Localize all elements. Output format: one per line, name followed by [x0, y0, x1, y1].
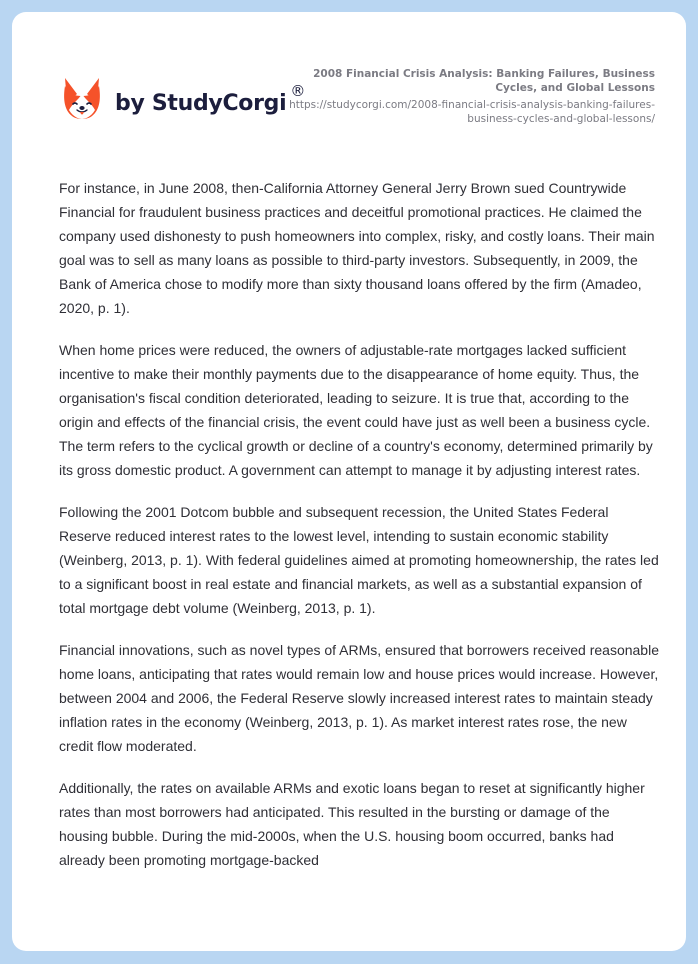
document-card — [12, 12, 686, 951]
document-body — [59, 176, 659, 890]
document-meta — [275, 67, 655, 126]
document-header — [12, 12, 686, 152]
paragraph: For instance, in June 2008, then-California Attorney General Jerry Brown sued Countrywide Financial for fraudulent business practices and deceitful promotional practices. He claimed the company used dishonesty to push homeowners into complex, risky, and costly loans. Their main goal was to sell as many loans as possible to third-party investors. Subsequently, in 2009, the Bank of America chose to modify more than sixty thousand loans offered by the firm (Amadeo, 2020, p. 1). — [59, 180, 655, 316]
paragraph: Additionally, the rates on available ARMs and exotic loans began to reset at significantly higher rates than most borrowers had anticipated. This resulted in the bursting or damage of the housing bubble. During the mid-2000s, when the U.S. housing boom occurred, banks had already been promoting mortgage-backed — [59, 780, 645, 868]
paragraph: Financial innovations, such as novel types of ARMs, ensured that borrowers received reasonable home loans, anticipating that rates would remain low and house prices would increase. However, between 2004 and 2006, the Federal Reserve slowly increased interest rates to maintain steady inflation rates in the economy (Weinberg, 2013, p. 1). As market interest rates rose, the new credit flow moderated. — [59, 642, 659, 754]
paragraph: When home prices were reduced, the owners of adjustable-rate mortgages lacked sufficient incentive to make their monthly payments due to the disappearance of home equity. Thus, the organisation's fiscal condition deteriorated, leading to seizure. It is true that, according to the origin and effects of the financial crisis, the event could have just as well been a business cycle. The term refers to the cyclical growth or decline of a country's economy, determined primarily by its gross domestic product. A government can attempt to manage it by adjusting interest rates. — [59, 342, 653, 478]
corgi-logo-icon — [61, 76, 103, 122]
paragraph: Following the 2001 Dotcom bubble and subsequent recession, the United States Federal Reserve reduced interest rates to the lowest level, intending to sustain economic stability (Weinberg, 2013, p. 1). With federal guidelines aimed at promoting homeownership, the rates led to a significant boost in real estate and financial markets, as well as a substantial expansion of total mortgage debt volume (Weinberg, 2013, p. 1). — [59, 504, 659, 616]
registered-mark: ® — [290, 82, 306, 100]
logo-text: by StudyCorgi — [115, 90, 287, 116]
document-url[interactable]: https://studycorgi.com/2008-financial-crisis-analysis-banking-failures-business-cycles-and-global-lessons/ — [289, 99, 655, 125]
studycorgi-logo[interactable] — [61, 76, 305, 122]
document-title: 2008 Financial Crisis Analysis: Banking Failures, Business Cycles, and Global Lessons — [313, 68, 655, 94]
